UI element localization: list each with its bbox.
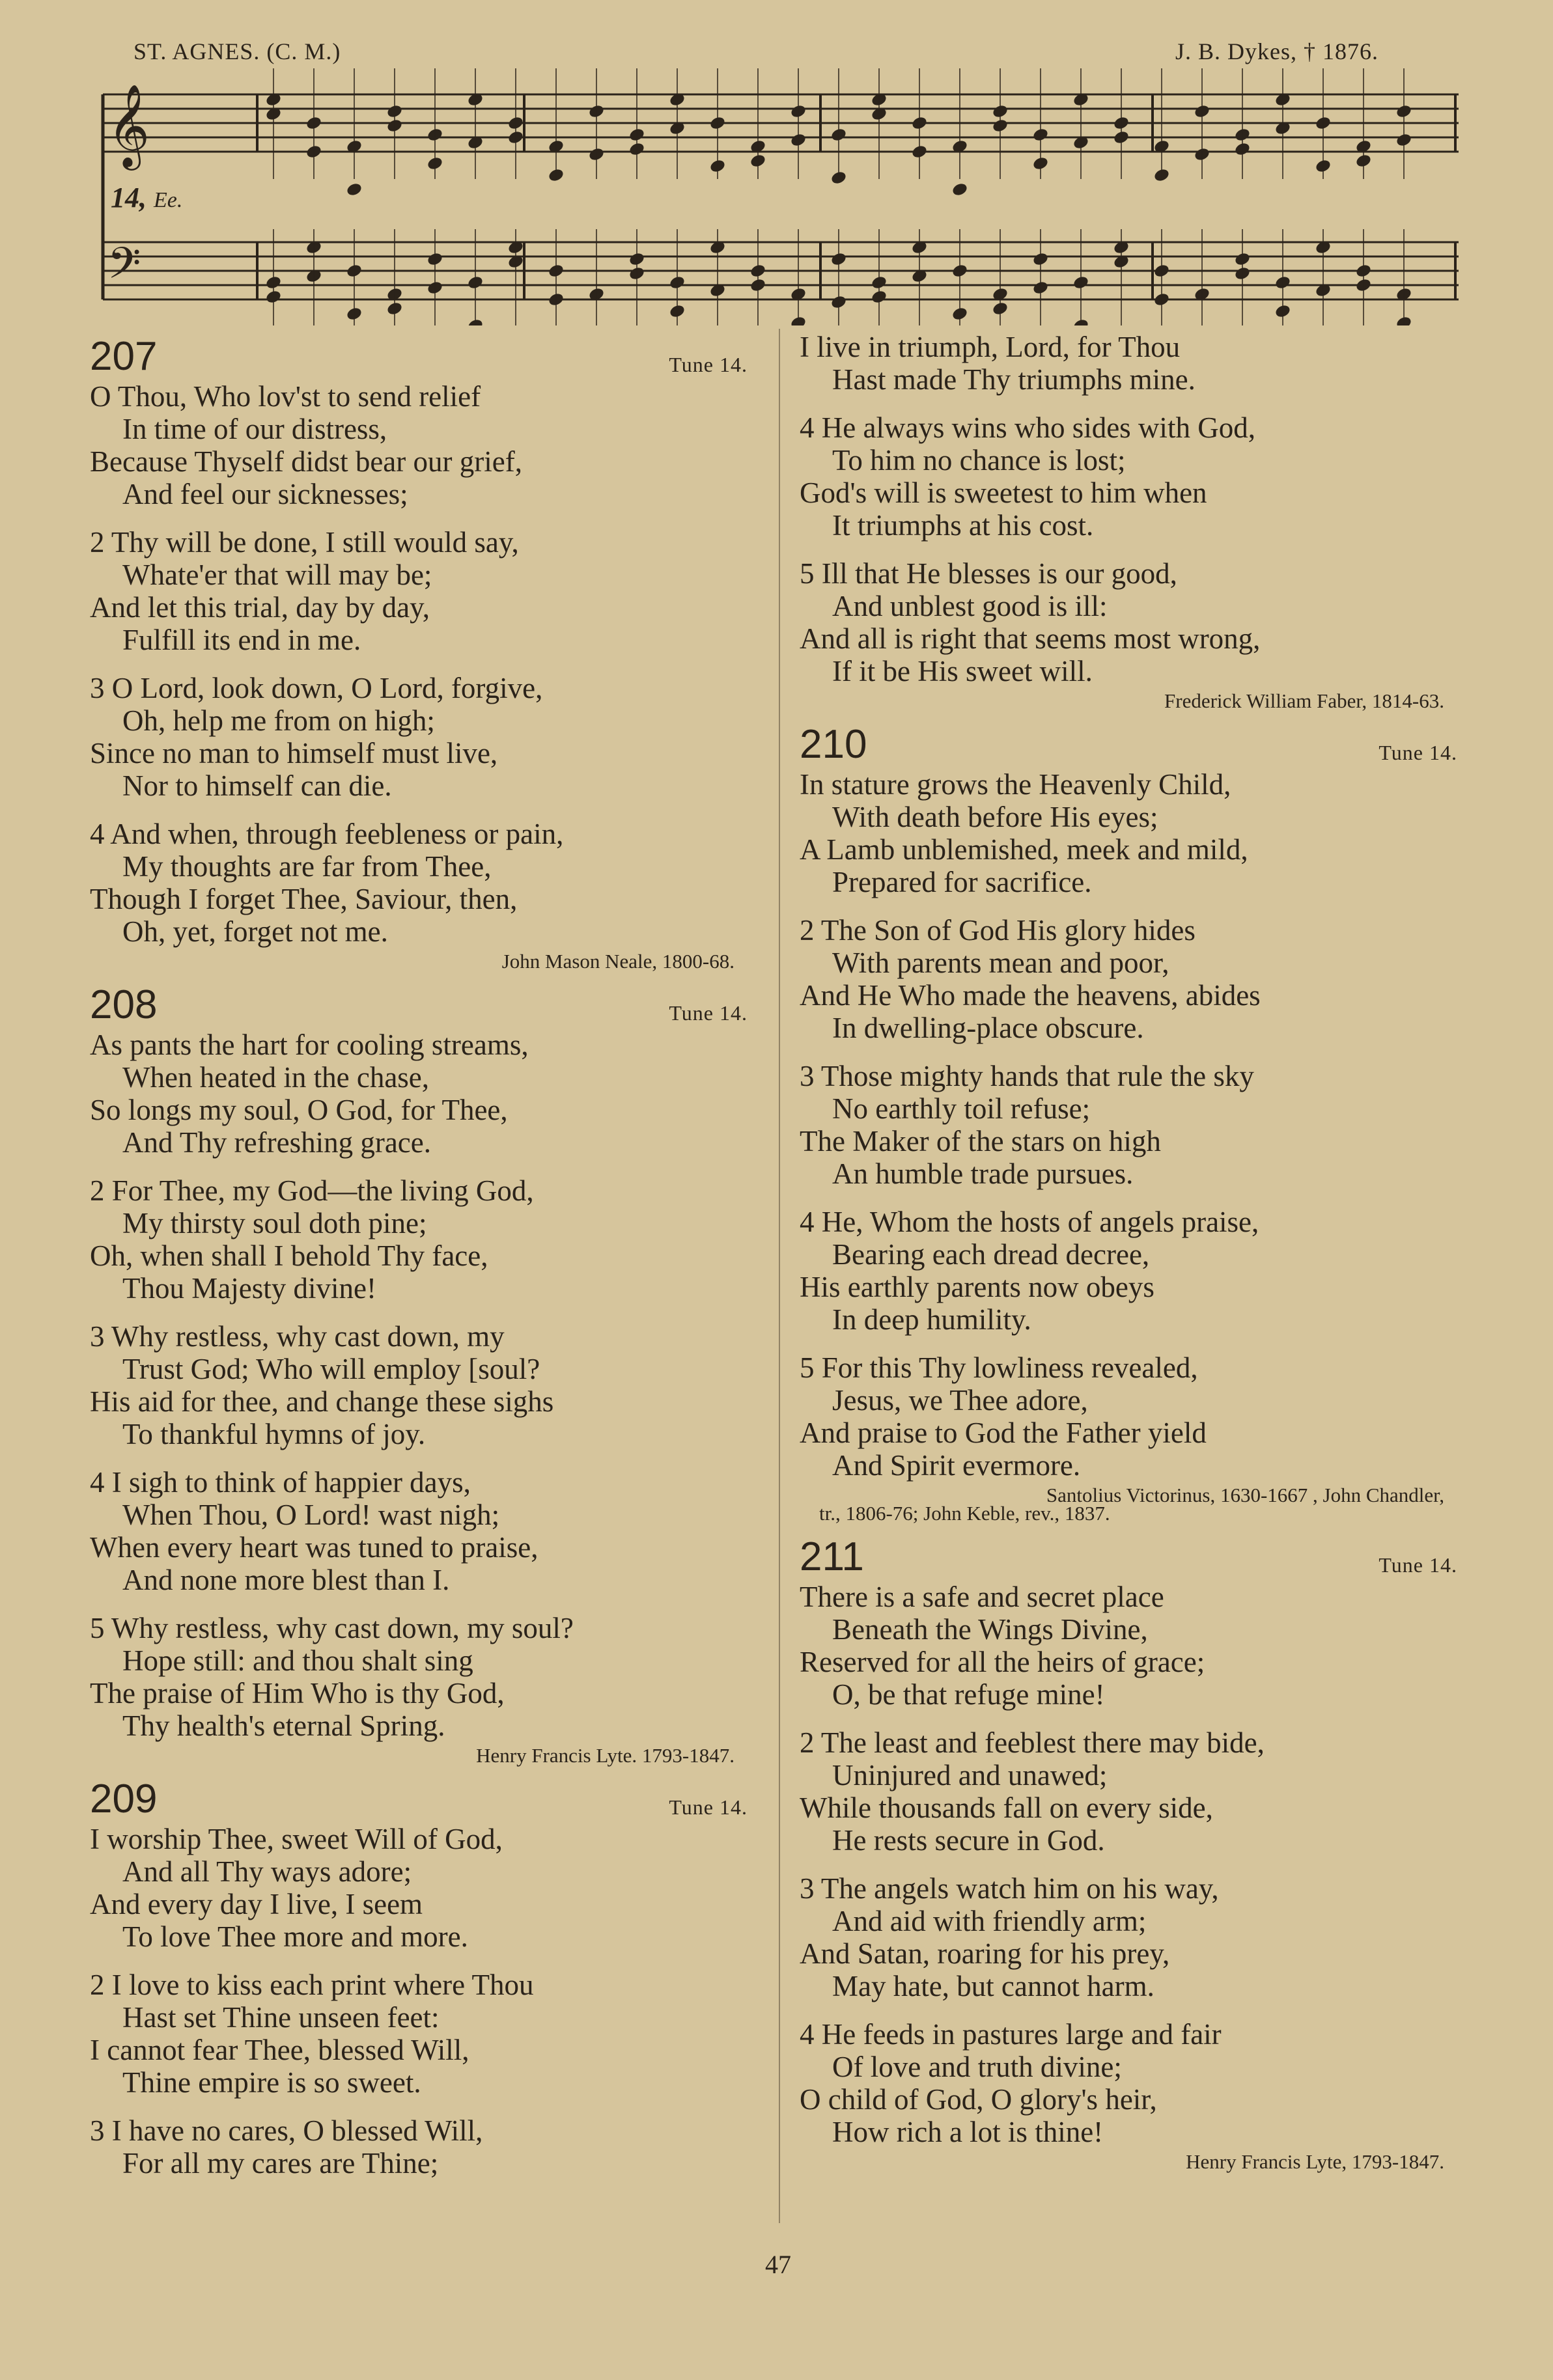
verse-line: I cannot fear Thee, blessed Will,	[90, 2034, 469, 2066]
stanza	[800, 411, 1457, 542]
tune-reference: Tune 14.	[669, 1795, 748, 1819]
stanza	[800, 1351, 1457, 1482]
verse-line: I live in triumph, Lord, for Thou	[800, 331, 1181, 363]
verse-line: And every day I live, I seem	[90, 1888, 423, 1920]
stanza	[90, 1466, 748, 1596]
verse-line: In dwelling-place obscure.	[832, 1012, 1144, 1044]
stanza	[800, 1581, 1457, 1711]
stanza	[800, 331, 1457, 396]
verse-line: 2 The least and feeblest there may bide,	[800, 1726, 1265, 1759]
stanza	[90, 1823, 748, 1953]
bass-clef-icon: 𝄢	[107, 241, 141, 298]
verse-line: An humble trade pursues.	[832, 1157, 1134, 1190]
page-number: 47	[765, 2250, 791, 2279]
verse-line: Thou Majesty divine!	[122, 1272, 376, 1305]
author-attribution: Henry Francis Lyte. 1793-1847.	[476, 1744, 735, 1767]
verse-line: Beneath the Wings Divine,	[832, 1613, 1148, 1646]
verse-line: 4 He always wins who sides with God,	[800, 411, 1255, 444]
verse-line: While thousands fall on every side,	[800, 1792, 1213, 1824]
verse-line: Hast set Thine unseen feet:	[122, 2001, 440, 2034]
verse-line: My thirsty soul doth pine;	[122, 1207, 427, 1239]
verse-line: And all Thy ways adore;	[122, 1855, 412, 1888]
verse-line: There is a safe and secret place	[800, 1581, 1164, 1613]
stanza	[90, 818, 748, 948]
verse-line: When heated in the chase,	[122, 1061, 430, 1094]
verse-line: And He Who made the heavens, abides	[800, 979, 1261, 1012]
stanza	[90, 1029, 748, 1159]
stanza	[800, 1726, 1457, 1857]
verse-line: Hope still: and thou shalt sing	[122, 1644, 473, 1677]
stanza	[90, 1612, 748, 1742]
composer: J. B. Dykes, † 1876.	[1175, 38, 1379, 64]
verse-line: And feel our sicknesses;	[122, 478, 408, 510]
verse-line: And aid with friendly arm;	[832, 1905, 1147, 1937]
verse-line: May hate, but cannot harm.	[832, 1970, 1154, 2002]
verse-line: Bearing each dread decree,	[832, 1238, 1150, 1271]
stanza	[800, 768, 1457, 898]
stanza	[90, 380, 748, 510]
verse-line: 3 Those mighty hands that rule the sky	[800, 1060, 1254, 1092]
verse-line: 4 And when, through feebleness or pain,	[90, 818, 564, 850]
verse-line: As pants the hart for cooling streams,	[90, 1029, 529, 1061]
tune-reference: Tune 14.	[669, 353, 748, 376]
verse-line: 2 For Thee, my God—the living God,	[90, 1174, 534, 1207]
verse-line: 3 The angels watch him on his way,	[800, 1872, 1219, 1905]
verse-line: O Thou, Who lov'st to send relief	[90, 380, 481, 413]
stanza	[800, 1060, 1457, 1190]
verse-line: Reserved for all the heirs of grace;	[800, 1646, 1205, 1678]
note-head	[951, 182, 969, 197]
hymn-number: 211	[800, 1534, 864, 1579]
music-score	[0, 0, 1553, 325]
verse-line: To thankful hymns of joy.	[122, 1418, 426, 1450]
column-divider	[779, 329, 780, 2223]
verse-line: Oh, when shall I behold Thy face,	[90, 1239, 488, 1272]
hymn-header	[800, 721, 1457, 768]
verse-line: His earthly parents now obeys	[800, 1271, 1154, 1303]
verse-line: Fulfill its end in me.	[122, 624, 361, 656]
verse-line: 4 He feeds in pastures large and fair	[800, 2018, 1222, 2051]
verse-line: 3 I have no cares, O blessed Will,	[90, 2114, 483, 2147]
stanza	[800, 2018, 1457, 2148]
verse-line: 5 For this Thy lowliness revealed,	[800, 1351, 1198, 1384]
verse-line: And all is right that seems most wrong,	[800, 622, 1261, 655]
verse-line: And Satan, roaring for his prey,	[800, 1937, 1170, 1970]
verse-line: 2 I love to kiss each print where Thou	[90, 1969, 534, 2001]
verse-line: His aid for thee, and change these sighs	[90, 1385, 554, 1418]
stanza	[90, 672, 748, 802]
stanza	[90, 2114, 748, 2179]
verse-line: Uninjured and unawed;	[832, 1759, 1108, 1792]
verse-line: A Lamb unblemished, meek and mild,	[800, 833, 1248, 866]
verse-line: Thy health's eternal Spring.	[122, 1709, 445, 1742]
hymn-header	[90, 1776, 748, 1823]
hymn-number: 207	[90, 334, 158, 379]
tune-reference: Tune 14.	[1378, 741, 1457, 764]
hymn-header	[90, 333, 748, 380]
verse-line: Whate'er that will may be;	[122, 559, 432, 591]
verse-line: When Thou, O Lord! wast nigh;	[122, 1499, 500, 1531]
stanza	[800, 1206, 1457, 1336]
verse-line: With parents mean and poor,	[832, 947, 1169, 979]
verse-line: In stature grows the Heavenly Child,	[800, 768, 1231, 801]
author-attribution: Santolius Victorinus, 1630-1667 , John Chandler,	[1046, 1484, 1444, 1506]
verse-line: How rich a lot is thine!	[832, 2116, 1104, 2148]
verse-line: Trust God; Who will employ [soul?	[122, 1353, 540, 1385]
author-attribution: Frederick William Faber, 1814-63.	[1164, 689, 1444, 712]
verse-line: Thine empire is so sweet.	[122, 2066, 421, 2099]
verse-line: And none more blest than I.	[122, 1564, 450, 1596]
verse-line: With death before His eyes;	[832, 801, 1158, 833]
verse-line: When every heart was tuned to praise,	[90, 1531, 539, 1564]
verse-line: O child of God, O glory's heir,	[800, 2083, 1157, 2116]
verse-line: Oh, yet, forget not me.	[122, 915, 388, 948]
tune-reference: Tune 14.	[1378, 1553, 1457, 1577]
tune-key: Ee.	[154, 188, 183, 212]
verse-line: And praise to God the Father yield	[800, 1417, 1207, 1449]
verse-line: For all my cares are Thine;	[122, 2147, 439, 2179]
verse-line: 3 O Lord, look down, O Lord, forgive,	[90, 672, 543, 704]
verse-line: Prepared for sacrifice.	[832, 866, 1092, 898]
verse-line: God's will is sweetest to him when	[800, 477, 1207, 509]
verse-line: Since no man to himself must live,	[90, 737, 498, 769]
stanza	[800, 914, 1457, 1044]
verse-line: To love Thee more and more.	[122, 1920, 468, 1953]
verse-line: O, be that refuge mine!	[832, 1678, 1105, 1711]
verse-line: And Spirit evermore.	[832, 1449, 1081, 1482]
verse-line: 2 The Son of God His glory hides	[800, 914, 1196, 947]
verse-line: It triumphs at his cost.	[832, 509, 1094, 542]
tune-number: 14,	[111, 182, 147, 214]
stanza	[800, 1872, 1457, 2002]
verse-line: So longs my soul, O God, for Thee,	[90, 1094, 508, 1126]
hymn-number: 210	[800, 722, 867, 767]
verse-line: Because Thyself didst bear our grief,	[90, 445, 522, 478]
verse-line: And unblest good is ill:	[832, 590, 1108, 622]
verse-line: 4 He, Whom the hosts of angels praise,	[800, 1206, 1259, 1238]
verse-line: In deep humility.	[832, 1303, 1031, 1336]
hymn-header	[90, 982, 748, 1029]
stanza	[90, 1174, 748, 1305]
verse-line: Jesus, we Thee adore,	[832, 1384, 1088, 1417]
verse-line: And Thy refreshing grace.	[122, 1126, 431, 1159]
verse-line: 5 Why restless, why cast down, my soul?	[90, 1612, 574, 1644]
stanza	[800, 557, 1457, 687]
right-column	[800, 331, 1457, 2182]
note-head	[346, 182, 363, 197]
author-attribution: tr., 1806-76; John Keble, rev., 1837.	[819, 1502, 1110, 1525]
verse-line: In time of our distress,	[122, 413, 387, 445]
tune-reference: Tune 14.	[669, 1001, 748, 1025]
verse-line: Oh, help me from on high;	[122, 704, 435, 737]
verse-line: Nor to himself can die.	[122, 769, 392, 802]
verse-line: And let this trial, day by day,	[90, 591, 430, 624]
tune-name: ST. AGNES. (C. M.)	[133, 38, 341, 64]
verse-line: My thoughts are far from Thee,	[122, 850, 492, 883]
stanza	[90, 526, 748, 656]
hymn-header	[800, 1534, 1457, 1581]
verse-line: Of love and truth divine;	[832, 2051, 1122, 2083]
verse-line: 5 Ill that He blesses is our good,	[800, 557, 1177, 590]
verse-line: Though I forget Thee, Saviour, then,	[90, 883, 518, 915]
verse-line: The Maker of the stars on high	[800, 1125, 1161, 1157]
treble-clef-icon: 𝄞	[107, 86, 150, 165]
verse-line: To him no chance is lost;	[832, 444, 1126, 477]
hymn-number: 208	[90, 982, 158, 1027]
stanza	[90, 1320, 748, 1450]
verse-line: He rests secure in God.	[832, 1824, 1105, 1857]
verse-line: No earthly toil refuse;	[832, 1092, 1091, 1125]
verse-line: The praise of Him Who is thy God,	[90, 1677, 505, 1709]
hymn-number: 209	[90, 1777, 158, 1821]
author-attribution: Henry Francis Lyte, 1793-1847.	[1186, 2150, 1444, 2173]
verse-line: 3 Why restless, why cast down, my	[90, 1320, 505, 1353]
verse-line: I worship Thee, sweet Will of God,	[90, 1823, 503, 1855]
verse-line: 4 I sigh to think of happier days,	[90, 1466, 471, 1499]
left-column	[90, 331, 748, 2195]
verse-line: 2 Thy will be done, I still would say,	[90, 526, 519, 559]
verse-line: Hast made Thy triumphs mine.	[832, 363, 1196, 396]
stanza	[90, 1969, 748, 2099]
author-attribution: John Mason Neale, 1800-68.	[501, 950, 735, 973]
verse-line: If it be His sweet will.	[832, 655, 1093, 687]
tune-key-label	[111, 181, 182, 214]
